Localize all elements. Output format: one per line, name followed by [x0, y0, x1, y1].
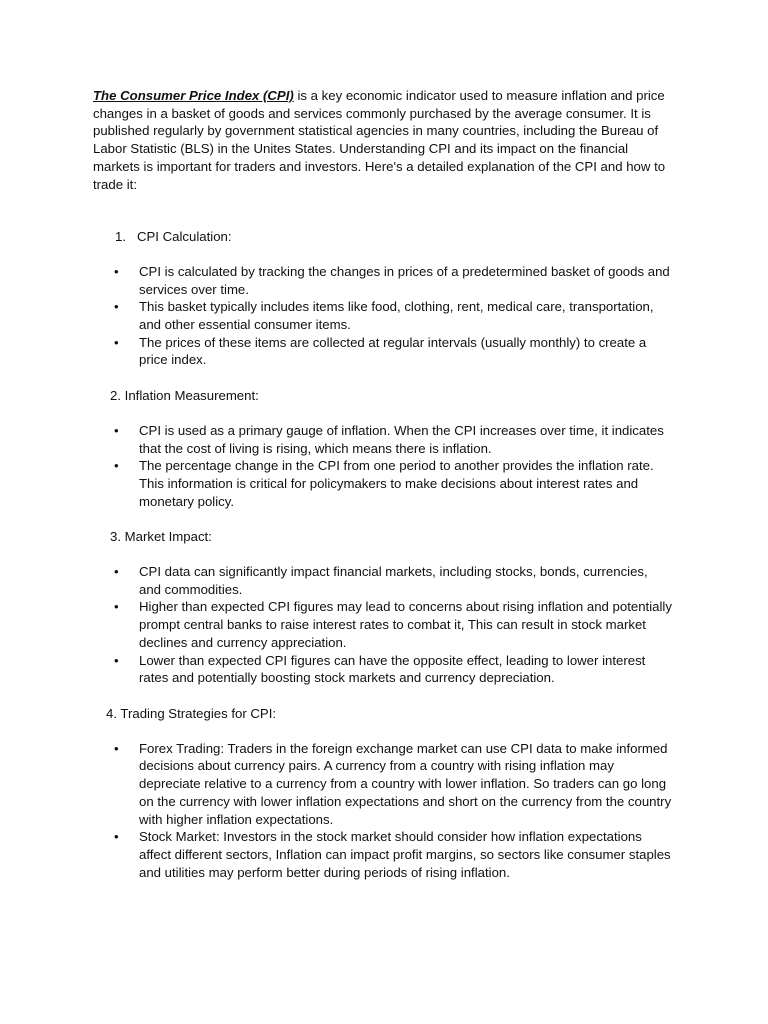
intro-paragraph — [93, 87, 673, 193]
list-item: • CPI is calculated by tracking the changes in prices of a predetermined basket of goods and services over time. — [93, 263, 673, 298]
list-item: • Lower than expected CPI figures can have the opposite effect, leading to lower interest rates and potentially boosting stock markets and currency depreciation. — [93, 652, 673, 687]
section-heading-trading-strategies: 4. Trading Strategies for CPI: — [106, 705, 277, 721]
list-item: • Higher than expected CPI figures may lead to concerns about rising inflation and potentially prompt central banks to raise interest rates to combat it, This can result in stock market declines and currency appreciation. — [93, 598, 673, 651]
section-heading-market-impact: 3. Market Impact: — [110, 529, 212, 545]
list-item: • This basket typically includes items like food, clothing, rent, medical care, transportation, and other essential consumer items. — [93, 298, 673, 333]
list-item: • Forex Trading: Traders in the foreign exchange market can use CPI data to make informed decisions about currency pairs. A currency from a country with rising inflation may depreciate relative to a currency from a country with lower inflation. So traders can go long on the currency with lower inflation expectations and short on the currency from the country with higher inflation expectations. — [93, 740, 673, 829]
section-heading-cpi-calculation: 1. CPI Calculation: — [115, 229, 232, 245]
section-heading-inflation-measurement: 2. Inflation Measurement: — [110, 388, 259, 404]
document-body — [93, 87, 673, 881]
inflation-measurement-list — [93, 422, 673, 511]
list-item: • CPI is used as a primary gauge of inflation. When the CPI increases over time, it indicates that the cost of living is rising, which means there is inflation. — [93, 422, 673, 457]
list-item: • Stock Market: Investors in the stock market should consider how inflation expectations affect different sectors, Inflation can impact profit margins, so sectors like consumer staples and utilities may perform better during periods of rising inflation. — [93, 828, 673, 881]
cpi-calculation-list — [93, 263, 673, 369]
market-impact-list — [93, 563, 673, 687]
intro-title: The Consumer Price Index (CPI) — [93, 88, 294, 103]
trading-strategies-list — [93, 740, 673, 882]
list-item: • The prices of these items are collected at regular intervals (usually monthly) to create a price index. — [93, 334, 673, 369]
list-item: • The percentage change in the CPI from one period to another provides the inflation rate. This information is critical for policymakers to make decisions about interest rates and monetary policy. — [93, 457, 673, 510]
list-item: • CPI data can significantly impact financial markets, including stocks, bonds, currencies, and commodities. — [93, 563, 673, 598]
intro-text: is a key economic indicator used to measure inflation and price changes in a basket of goods and services commonly purchased by the average consumer. It is published regularly by government statistical agencies in many countries, including the Bureau of Labor Statistic (BLS) in the Unites States. Understanding CPI and its impact on the financial markets is important for traders and investors. Here's a detailed explanation of the CPI and how to trade it: — [93, 88, 666, 192]
